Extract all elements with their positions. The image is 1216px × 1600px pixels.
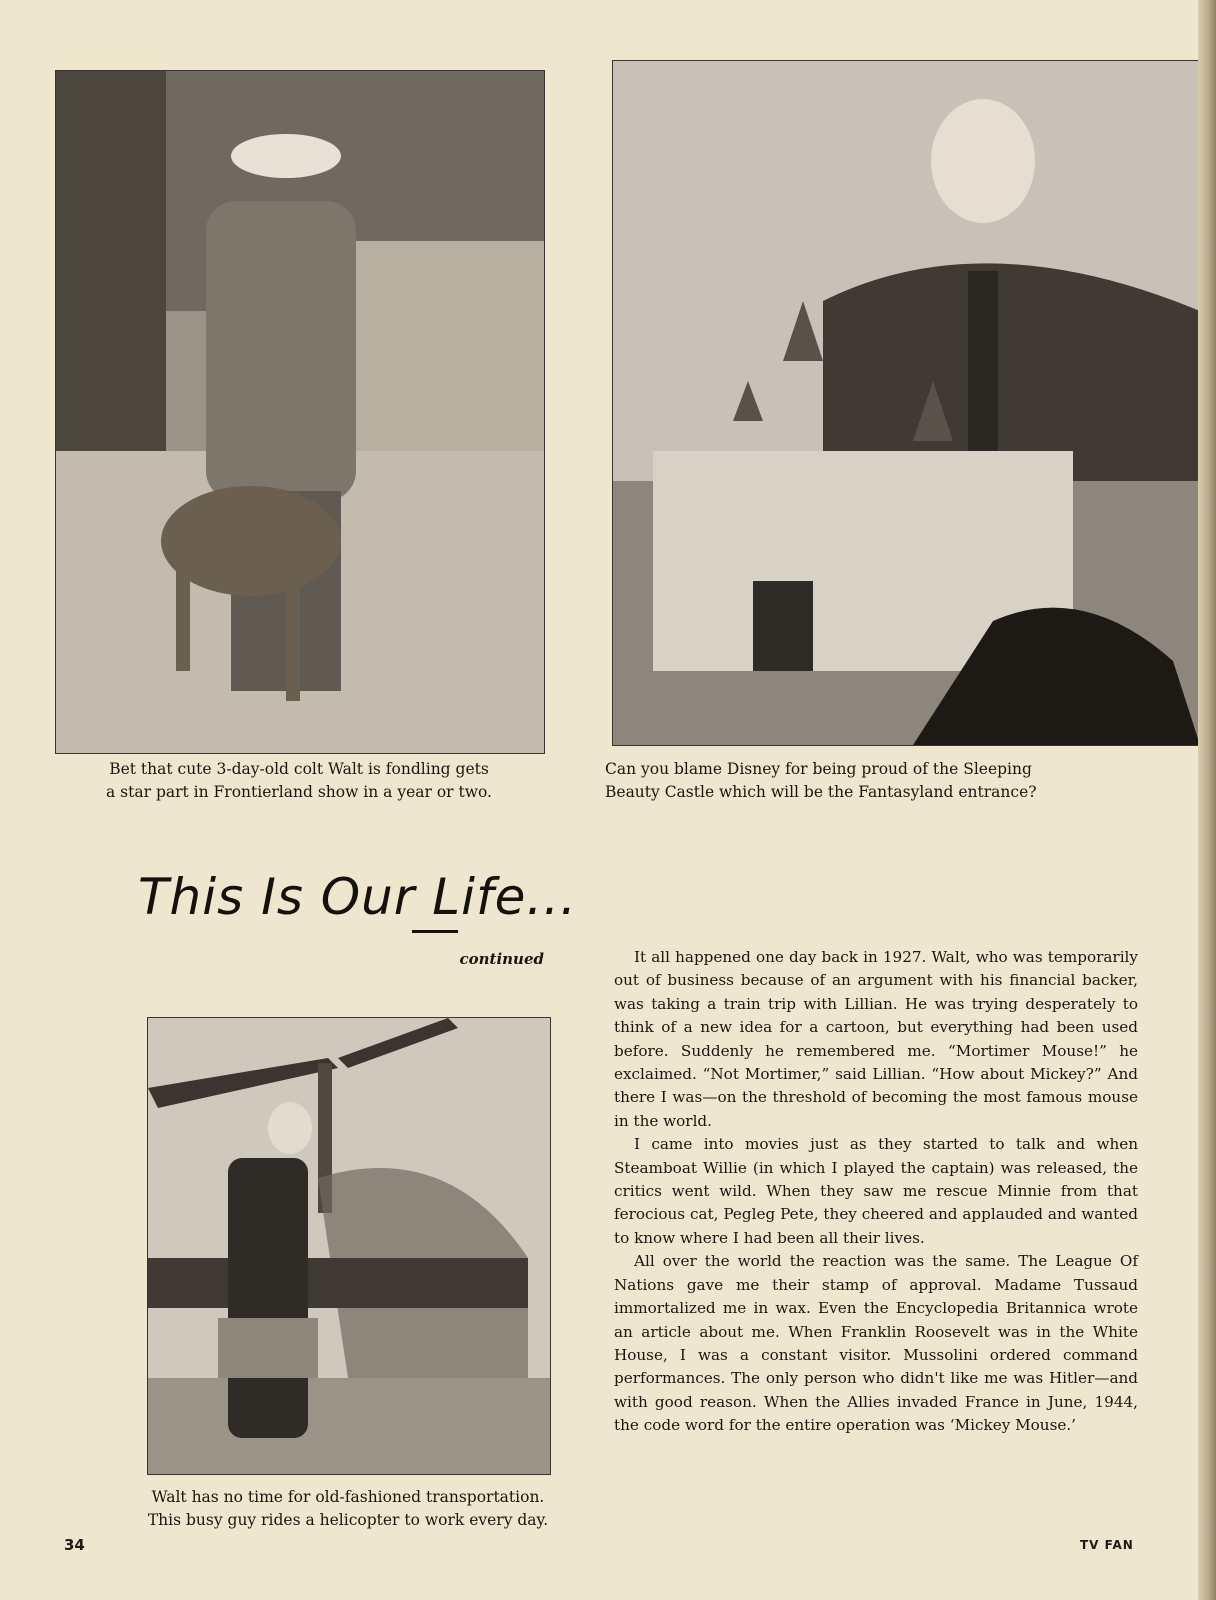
photo-caption-helicopter	[140, 1486, 556, 1532]
caption-line: Beauty Castle which will be the Fantasyland entrance?	[605, 783, 1037, 801]
caption-line: Bet that cute 3-day-old colt Walt is fondling gets	[109, 760, 489, 778]
page-binding-edge	[1198, 0, 1216, 1600]
article-paragraph: It all happened one day back in 1927. Walt, who was temporarily out of business because of an argument with his financial backer, was taking a train trip with Lillian. He was trying desperately to think of a new idea for a cartoon, but everything had been used before. Suddenly he remembered me. “Mortimer Mouse!” he exclaimed. “Not Mortimer,” said Lillian. “How about Mickey?” And there I was—on the threshold of becoming the most famous mouse in the world.	[614, 948, 1138, 1130]
caption-line: This busy guy rides a helicopter to work every day.	[147, 1511, 549, 1529]
article-paragraph: All over the world the reaction was the same. The League Of Nations gave me their stamp of approval. Madame Tussaud immortalized me in wax. Even the Encyclopedia Britannica wrote an article about me. When Franklin Roosevelt was in the White House, I was a constant visitor. Mussolini ordered command performances. The only person who didn't like me was Hitler—and with good reason. When the Allies invaded France in June, 1944, the code word for the entire operation was ‘Mickey Mouse.’	[614, 1252, 1138, 1435]
article-title: This Is Our Life...	[138, 868, 578, 926]
article-paragraph: I came into movies just as they started to talk and when Steamboat Willie (in which I played the captain) was released, the critics went wild. When they saw me rescue Minnie from that ferocious cat, Pegleg Pete, they cheered and applauded and wanted to know where I had been all their lives.	[614, 1135, 1138, 1247]
page-number: 34	[64, 1536, 85, 1554]
photo-caption-castle	[605, 758, 1065, 804]
photo-walt-with-colt-image	[56, 71, 544, 753]
photo-walt-with-colt	[55, 70, 545, 754]
caption-line: Walt has no time for old-fashioned transportation.	[151, 1488, 545, 1506]
caption-line: Can you blame Disney for being proud of the Sleeping	[605, 760, 1032, 778]
continued-label: continued	[459, 950, 544, 968]
photo-walt-with-castle	[612, 60, 1201, 746]
photo-caption-colt	[55, 758, 543, 804]
title-underline	[412, 930, 458, 933]
photo-walt-with-helicopter-image	[148, 1018, 550, 1474]
caption-line: a star part in Frontierland show in a year or two.	[106, 783, 492, 801]
article-body	[614, 946, 1138, 1438]
photo-walt-with-helicopter	[147, 1017, 551, 1475]
magazine-name: TV FAN	[1080, 1538, 1134, 1552]
photo-walt-with-castle-image	[613, 61, 1200, 745]
